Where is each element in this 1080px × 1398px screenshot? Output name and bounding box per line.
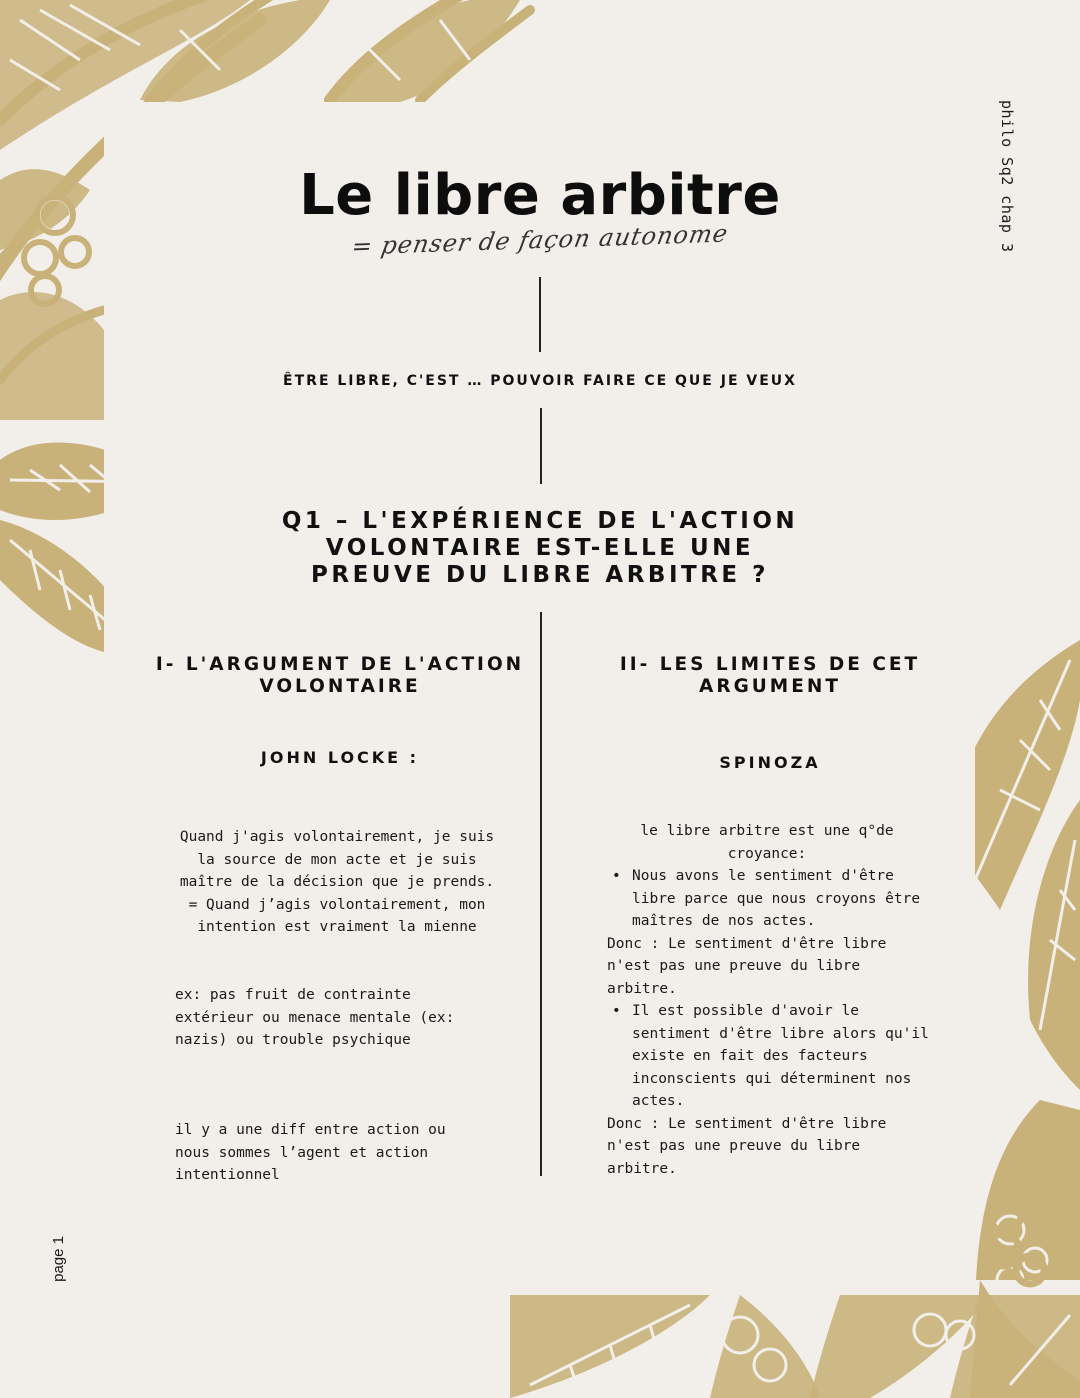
page-number: page 1 <box>50 1236 67 1282</box>
course-label: philo Sq2 chap 3 <box>998 100 1016 253</box>
left-section-heading <box>140 654 540 698</box>
leaf-ornament-bottom-icon <box>510 1295 1080 1398</box>
page-subtitle: = penser de façon autonome <box>349 219 731 261</box>
right-section-heading <box>590 654 950 698</box>
question-heading: Q1 – L'EXPÉRIENCE DE L'ACTION VOLONTAIRE EST-ELLE UNE PREUVE DU LIBRE ARBITRE ? <box>281 508 799 588</box>
page-title: Le libre arbitre <box>299 163 781 228</box>
right-list-2 <box>607 1000 937 1113</box>
left-example: ex: pas fruit de contrainte extérieur ou menace mentale (ex: nazis) ou trouble psychique <box>175 987 455 1048</box>
right-heading-line1: II- LES LIMITES DE CET <box>619 654 921 675</box>
berry-ornament-bottom-right-icon <box>975 1190 1080 1295</box>
column-divider <box>540 612 542 1176</box>
right-conclusion-1: Donc : Le sentiment d'être libre n'est pas une preuve du libre arbitre. <box>607 935 887 997</box>
right-conclusion-2: Donc : Le sentiment d'être libre n'est pas une preuve du libre arbitre. <box>607 1115 887 1177</box>
right-intro: le libre arbitre est une q°de croyance: <box>640 823 894 862</box>
list-item: • Nous avons le sentiment d'être libre parce que nous croyons être maîtres de nos actes. <box>607 865 937 933</box>
right-heading-line2: ARGUMENT <box>699 676 841 697</box>
right-list-1 <box>607 865 937 933</box>
argument-restatement: = Quand j’agis volontairement, mon intention est vraiment la mienne <box>188 896 486 935</box>
argument-text: Quand j'agis volontairement, je suis la source de mon acte et je suis maître de la décision que je prends. <box>179 829 495 890</box>
definition-tagline: ÊTRE LIBRE, C'EST … POUVOIR FAIRE CE QUE JE VEUX <box>283 373 797 389</box>
right-author: SPINOZA <box>719 753 821 772</box>
left-heading-line2: VOLONTAIRE <box>259 676 421 697</box>
left-heading-line1: I- L'ARGUMENT DE L'ACTION <box>155 654 525 675</box>
left-author: JOHN LOCKE : <box>260 748 420 767</box>
divider-line <box>539 277 541 352</box>
divider-line <box>540 408 542 484</box>
list-item: • Il est possible d'avoir le sentiment d'être libre alors qu'il existe en fait des facteurs inconscients qui déterminent nos actes. <box>607 1000 937 1113</box>
left-note: il y a une diff entre action ou nous sommes l’agent et action intentionnel <box>175 1122 446 1183</box>
left-main-argument <box>174 826 500 939</box>
right-argument <box>607 820 937 1180</box>
